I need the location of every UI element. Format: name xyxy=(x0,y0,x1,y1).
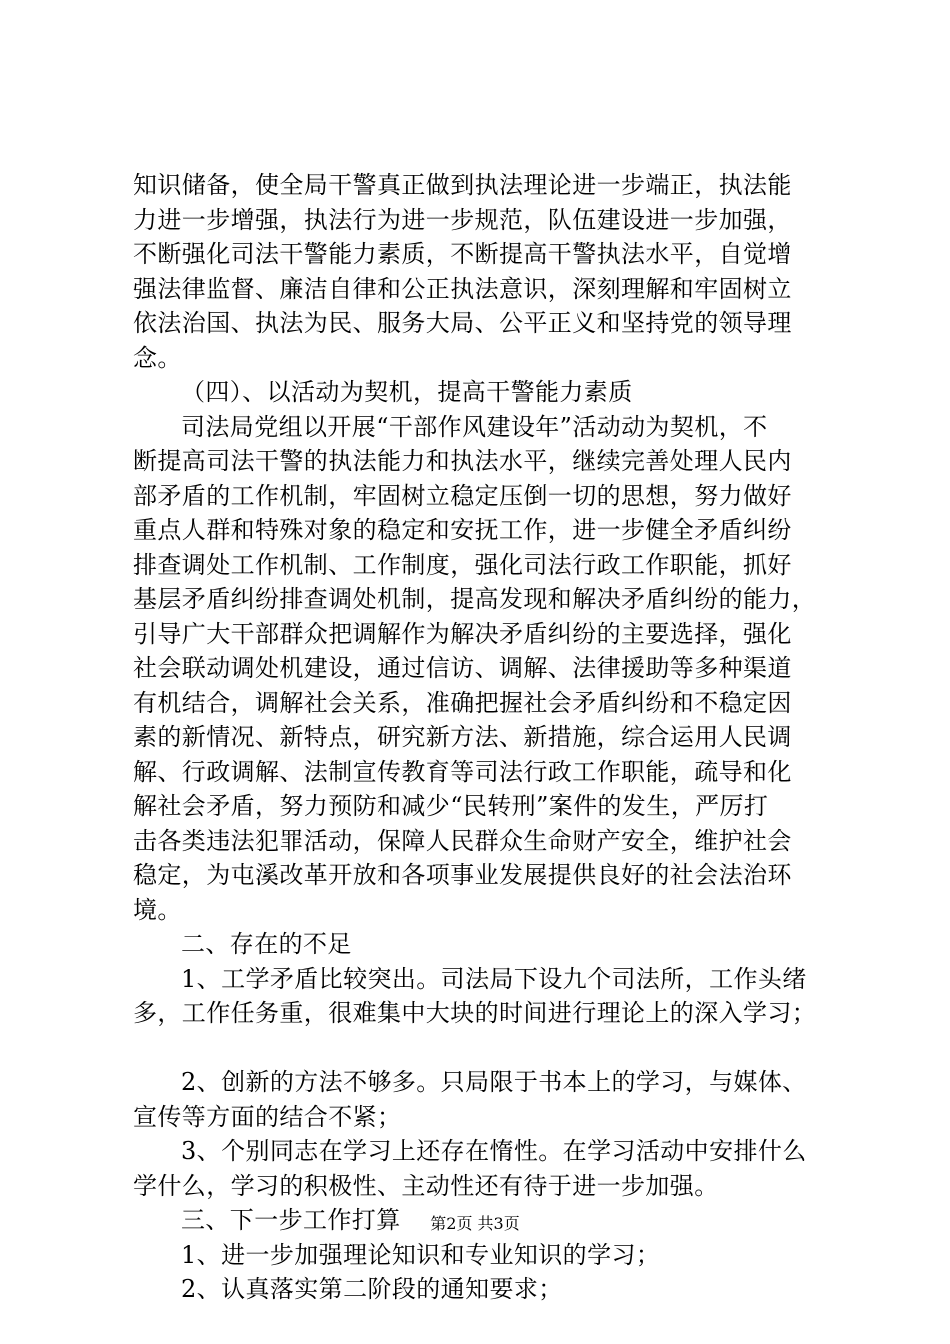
text-line: 力进一步增强，执法行为进一步规范，队伍建设进一步加强， xyxy=(133,205,792,234)
text-line: 重点人群和特殊对象的稳定和安抚工作，进一步健全矛盾纠纷 xyxy=(133,516,792,544)
text-line: 念。 xyxy=(133,343,182,372)
text-line: 强法律监督、廉洁自律和公正执法意识，深刻理解和牢固树立 xyxy=(133,274,792,303)
text-line: 稳定，为屯溪改革开放和各项事业发展提供良好的社会法治环 xyxy=(133,861,792,889)
text-line: 社会联动调处机建设，通过信访、调解、法律援助等多种渠道 xyxy=(133,654,792,682)
text-line: 1、工学矛盾比较突出。司法局下设九个司法所，工作头绪 xyxy=(181,964,807,993)
text-line: 断提高司法干警的执法能力和执法水平，继续完善处理人民内 xyxy=(133,447,792,475)
document-body xyxy=(133,168,833,1307)
text-line: 境。 xyxy=(133,895,182,924)
text-line: 引导广大干部群众把调解作为解决矛盾纠纷的主要选择，强化 xyxy=(133,619,792,648)
text-line: 解社会矛盾，努力预防和减少“民转刑”案件的发生，严厉打 xyxy=(133,792,769,820)
text-line: 二、存在的不足 xyxy=(181,930,352,958)
text-line: 部矛盾的工作机制，牢固树立稳定压倒一切的思想，努力做好 xyxy=(133,481,792,510)
text-line: 知识储备，使全局干警真正做到执法理论进一步端正，执法能 xyxy=(133,171,792,199)
text-line: 三、下一步工作打算 xyxy=(181,1206,401,1234)
text-line: 2、创新的方法不够多。只局限于书本上的学习，与媒体、 xyxy=(181,1068,807,1096)
text-line: 有机结合，调解社会关系，准确把握社会矛盾纠纷和不稳定因 xyxy=(133,688,792,717)
text-line: 依法治国、执法为民、服务大局、公平正义和坚持党的领导理 xyxy=(133,309,792,337)
text-line: 解、行政调解、法制宣传教育等司法行政工作职能，疏导和化 xyxy=(133,757,792,786)
text-line: 2、认真落实第二阶段的通知要求； xyxy=(181,1275,563,1303)
text-line: 击各类违法犯罪活动，保障人民群众生命财产安全，维护社会 xyxy=(133,826,792,855)
text-line: 基层矛盾纠纷排查调处机制，提高发现和解决矛盾纠纷的能力， xyxy=(133,585,817,613)
text-line: 学什么，学习的积极性、主动性还有待于进一步加强。 xyxy=(133,1171,719,1200)
page-footer: 第2页 共3页 xyxy=(430,1214,520,1233)
text-line: 不断强化司法干警能力素质，不断提高干警执法水平，自觉增 xyxy=(133,240,792,268)
text-line: 排查调处工作机制、工作制度，强化司法行政工作职能，抓好 xyxy=(133,550,792,579)
text-line: （四）、以活动为契机，提高干警能力素质 xyxy=(181,378,633,406)
text-line: 素的新情况、新特点，研究新方法、新措施，综合运用人民调 xyxy=(133,723,792,751)
text-line: 1、进一步加强理论知识和专业知识的学习； xyxy=(181,1240,661,1269)
text-line: 司法局党组以开展“干部作风建设年”活动动为契机，不 xyxy=(181,412,768,441)
text-line: 3、个别同志在学习上还存在惰性。在学习活动中安排什么 xyxy=(181,1137,807,1165)
text-line: 宣传等方面的结合不紧； xyxy=(133,1102,402,1131)
text-line: 多，工作任务重，很难集中大块的时间进行理论上的深入学习； xyxy=(133,999,817,1027)
blank-line xyxy=(133,1031,833,1066)
